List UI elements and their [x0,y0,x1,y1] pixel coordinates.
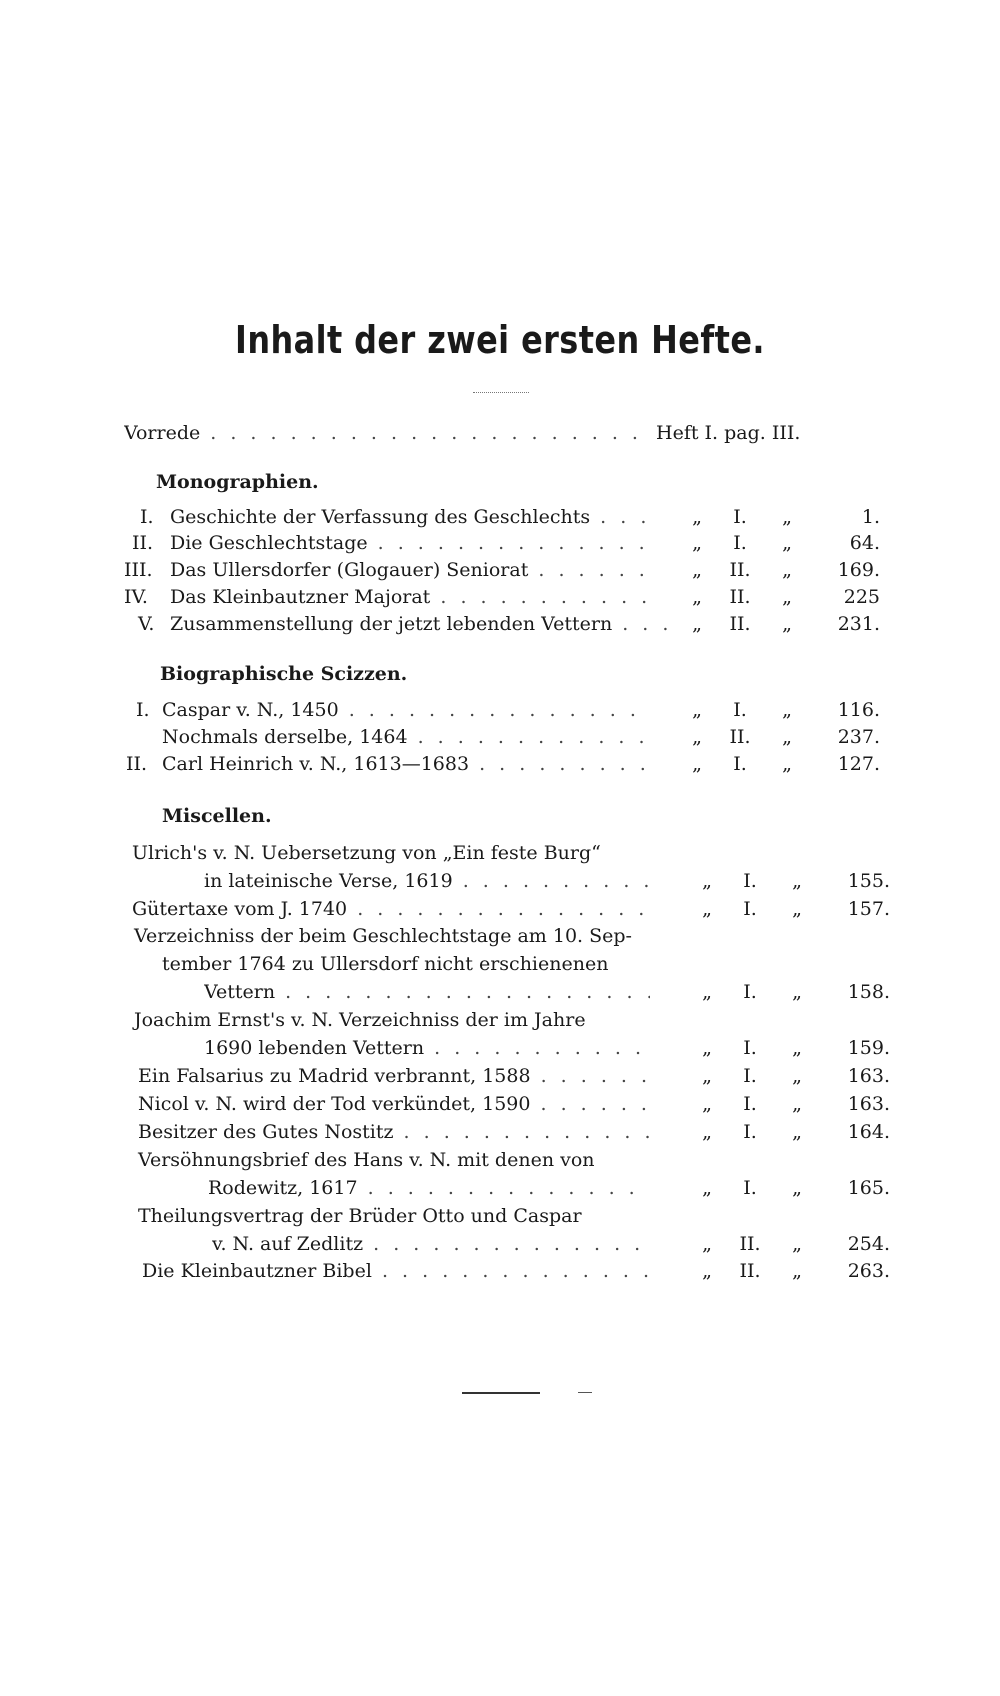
entry-title: Die Geschlechtstage . . . [170,530,650,556]
entry-title: Carl Heinrich v. N., 1613—1683 . . . [162,751,650,777]
entry-title: Caspar v. N., 1450 . . . [162,697,650,723]
entry-page: 254. [847,1233,890,1255]
entry-title: Nochmals derselbe, 1464 . . . [162,724,650,750]
entry-ref [690,611,890,637]
entry-ref [690,724,890,750]
entry-title: 1690 lebenden Vettern . . . [204,1035,650,1061]
entry-heft: II. [739,1260,761,1282]
ditto-mark: „ [792,1037,802,1059]
ditto-mark: „ [702,870,712,892]
ditto-mark: „ [782,753,792,775]
toc-entry [126,751,147,777]
ditto-mark: „ [692,532,702,554]
entry-heft: I. [743,1065,757,1087]
page-title: Inhalt der zwei ersten Hefte. [235,318,765,362]
ditto-mark: „ [782,506,792,528]
entry-heft: I. [733,506,747,528]
entry-ref [690,751,890,777]
entry-ref [690,584,890,610]
entry-page: 165. [847,1177,890,1199]
entry-ref [700,1175,900,1201]
entry-number: II. [126,753,148,775]
toc-entry [132,530,153,556]
entry-title: Ein Falsarius zu Madrid verbrannt, 1588 . . . [138,1063,650,1089]
entry-page: 237. [837,726,880,748]
entry-heft: II. [729,559,751,581]
ditto-mark: „ [692,506,702,528]
toc-entry [140,504,154,530]
entry-heft: I. [743,1121,757,1143]
ditto-mark: „ [792,981,802,1003]
ditto-mark: „ [792,1065,802,1087]
entry-number: IV. [124,586,148,608]
ditto-mark: „ [702,1037,712,1059]
entry-page: 157. [847,898,890,920]
entry-title: in lateinische Verse, 1619 . . . [204,868,650,894]
ditto-mark: „ [782,532,792,554]
entry-continuation: Versöhnungsbrief des Hans v. N. mit denen von [138,1149,595,1171]
entry-number: V. [138,613,155,635]
entry-heft: I. [733,753,747,775]
entry-page: 158. [847,981,890,1003]
entry-heft: I. [733,532,747,554]
ditto-mark: „ [702,1093,712,1115]
ditto-mark: „ [702,1233,712,1255]
entry-page: 1. [861,506,880,528]
entry-page: 231. [837,613,880,635]
entry-title: Gütertaxe vom J. 1740 . . . [132,896,650,922]
ditto-mark: „ [782,613,792,635]
ditto-mark: „ [702,898,712,920]
ditto-mark: „ [792,1177,802,1199]
entry-title: Vettern . . . [204,979,650,1005]
toc-entry [138,611,154,637]
entry-page: 164. [847,1121,890,1143]
entry-title: Besitzer des Gutes Nostitz . . . [138,1119,650,1145]
section-heading: Monographien. [156,471,319,493]
entry-number: II. [132,532,154,554]
ditto-mark: „ [692,586,702,608]
entry-heft: I. [743,981,757,1003]
entry-number: III. [124,559,153,581]
ditto-mark: „ [702,1177,712,1199]
ditto-mark: „ [792,1093,802,1115]
ditto-mark: „ [692,699,702,721]
preface-heft [656,420,856,446]
preface-row [124,420,650,446]
entry-title: Zusammenstellung der jetzt lebenden Vettern . . . [170,611,670,637]
entry-ref [700,1119,900,1145]
ditto-mark: „ [792,1233,802,1255]
ditto-mark: „ [692,559,702,581]
ditto-mark: „ [702,981,712,1003]
entry-heft: I. [743,870,757,892]
entry-ref [700,896,900,922]
ditto-mark: „ [702,1065,712,1087]
ditto-mark: „ [782,559,792,581]
entry-heft: I. [743,898,757,920]
title-divider [473,392,529,393]
entry-title: Das Kleinbautzner Majorat . . . [170,584,650,610]
entry-heft: I. [743,1037,757,1059]
entry-title: Das Ullersdorfer (Glogauer) Seniorat . . . [170,557,650,583]
entry-number: I. [136,699,150,721]
toc-entry [124,584,148,610]
end-divider [462,1392,540,1394]
ditto-mark: „ [702,1260,712,1282]
ditto-mark: „ [792,1260,802,1282]
entry-heft: II. [729,586,751,608]
entry-page: 169. [837,559,880,581]
entry-continuation: Joachim Ernst's v. N. Verzeichniss der im Jahre [134,1009,586,1031]
entry-ref [700,1035,900,1061]
entry-ref [690,557,890,583]
entry-ref [700,1258,900,1284]
ditto-mark: „ [782,699,792,721]
ditto-mark: „ [792,870,802,892]
end-divider-tail [578,1392,592,1393]
entry-page: 225 [843,586,880,608]
entry-number: I. [140,506,154,528]
entry-heft: I. [743,1177,757,1199]
entry-page: 64. [849,532,880,554]
ditto-mark: „ [782,586,792,608]
entry-ref [690,504,890,530]
preface-label: Vorrede . . . [124,420,650,446]
entry-title: v. N. auf Zedlitz . . . [212,1231,650,1257]
ditto-mark: „ [792,898,802,920]
entry-heft: II. [729,613,751,635]
entry-page: 163. [847,1093,890,1115]
entry-ref [690,697,890,723]
entry-ref [700,1231,900,1257]
entry-ref [700,1091,900,1117]
section-heading: Biographische Scizzen. [160,663,408,685]
entry-heft: II. [739,1233,761,1255]
section-heading: Miscellen. [162,805,272,827]
ditto-mark: „ [692,613,702,635]
toc-entry [136,697,150,723]
entry-ref [700,868,900,894]
entry-heft: I. [733,699,747,721]
entry-title: Die Kleinbautzner Bibel . . . [142,1258,650,1284]
entry-title: Rodewitz, 1617 . . . [208,1175,650,1201]
ditto-mark: „ [692,753,702,775]
ditto-mark: „ [702,1121,712,1143]
entry-ref [700,1063,900,1089]
entry-heft: I. [743,1093,757,1115]
toc-entry [124,557,153,583]
entry-title: Nicol v. N. wird der Tod verkündet, 1590 . . . [138,1091,650,1117]
entry-page: 127. [837,753,880,775]
ditto-mark: „ [692,726,702,748]
entry-continuation: tember 1764 zu Ullersdorf nicht erschienenen [162,953,609,975]
entry-ref [700,979,900,1005]
entry-heft: II. [729,726,751,748]
entry-page: 163. [847,1065,890,1087]
entry-continuation: Verzeichniss der beim Geschlechtstage am 10. Sep- [134,925,632,947]
entry-ref [690,530,890,556]
ditto-mark: „ [792,1121,802,1143]
entry-page: 263. [847,1260,890,1282]
entry-title: Geschichte der Verfassung des Geschlechts . . . [170,504,650,530]
entry-continuation: Ulrich's v. N. Uebersetzung von „Ein feste Burg“ [132,842,601,864]
entry-page: 116. [837,699,880,721]
entry-page: 155. [847,870,890,892]
ditto-mark: „ [782,726,792,748]
preface-heft-text: Heft I. pag. III. [656,422,801,444]
entry-page: 159. [847,1037,890,1059]
entry-continuation: Theilungsvertrag der Brüder Otto und Caspar [138,1205,582,1227]
